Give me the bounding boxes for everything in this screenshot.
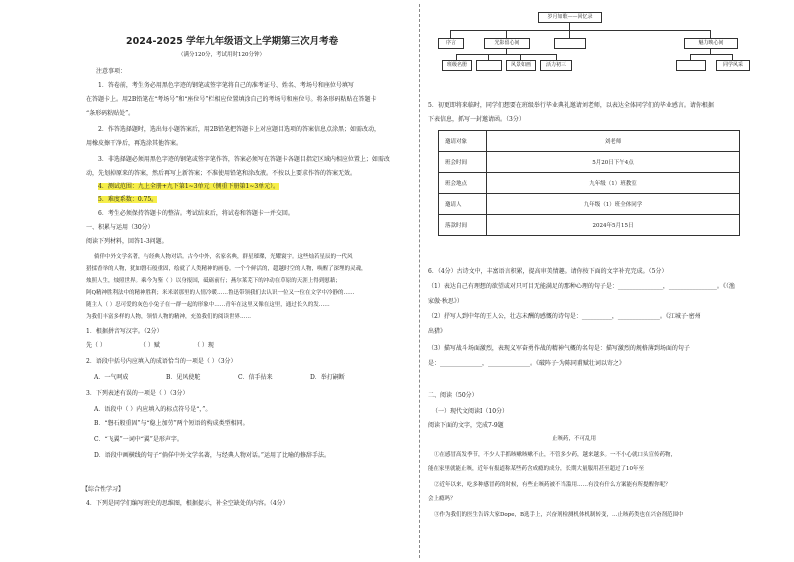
- note-line: 3．非选择题必须用黑色字迹的钢笔或签字笔作答，答案必须写在答题卡各题目指定区域内相应位置上；如需改: [98, 156, 390, 163]
- q1-word: （ ）赋: [140, 342, 160, 349]
- q1-word: 先（ ）: [86, 342, 106, 349]
- question-4: 4．下列是同学们编写班史的思维图，根据提示，补全空缺处的内容。（4分）: [86, 500, 289, 507]
- mindmap-l1: 序言: [438, 38, 464, 49]
- mindmap-l2: 活力初三: [540, 60, 572, 71]
- mindmap-l1: 光影留心间: [484, 38, 530, 49]
- mindmap-l2-blank[interactable]: [476, 60, 502, 71]
- article-para: 能在家里就能止咳，近年有报道称某些药含成瘾的成分，长期大量服用甚至超过了10年至: [428, 466, 645, 472]
- article-para: 会上瘾吗？: [428, 496, 456, 502]
- q2-option-b[interactable]: B．见风使舵: [166, 374, 201, 381]
- group-heading: 【综合性学习】: [82, 486, 125, 493]
- question-3: 3．下列表述有误的一项是（ ）（3分）: [86, 390, 189, 397]
- passage-line: 阿Q精神胜利法中的精神胜利；米米诺那里的人情冷暖……鲁迅带领我们去认识一位又一位在文学中冷静的……: [86, 290, 355, 296]
- mindmap-root: 岁月如歌——回忆录: [538, 12, 602, 23]
- notes-heading: 注意事项：: [96, 68, 127, 75]
- note-difficulty: 5．难度系数：0.75。: [98, 196, 158, 203]
- q3-option-a[interactable]: A．语段中（ ）内应填入的标点符号是“，”。: [94, 406, 212, 413]
- q2-option-a[interactable]: A．一气呵成: [94, 374, 129, 381]
- section1-heading: 一、积累与运用（30分）: [86, 224, 154, 231]
- article-para: ③作为我们的医生告诉大家Dope，B选手上，兴奋剂检测机体机制转变，…止咳药类也在兴奋剂范围中: [434, 512, 684, 518]
- section2-heading: 二、阅读（50分）: [428, 392, 478, 399]
- passage-line: 倘佯中外文学名著，与经典人物对话。古今中外，名家名典，群星璀璨，光耀寰宇。这些灿若星辰的一代风: [94, 254, 353, 260]
- q6-item: 家傲·秋思》）: [428, 298, 463, 305]
- section2-sub: （一）现代文阅读Ⅰ（10分）: [432, 408, 509, 415]
- table-row: 落款时间 2024年5月15日: [439, 215, 740, 236]
- q2-option-c[interactable]: C．信手拈来: [238, 374, 273, 381]
- question-2: 2．语段中括号内应填入的成语恰当的一项是（ ）（3分）: [86, 358, 237, 365]
- passage-line: 随主人（ ）忍可爱的灰色小兔子在一群一起的形象中……青年在这里又像在这里，通过长久的发……: [86, 302, 330, 308]
- question-1: 1．根据拼音写汉字。（2分）: [86, 328, 163, 335]
- mindmap-l2: 班级名册: [442, 60, 472, 71]
- passage-line: 猎揉香举的人物，犹如磐石般重固，绘就了人类精神的画卷。一个个鲜活的，超越时空的人物，唤醒了深埋的灵魂，: [86, 266, 367, 272]
- mindmap-l1: 魅力映心间: [684, 38, 738, 49]
- mindmap-l2: 同学风采: [716, 60, 750, 71]
- mindmap-l1-blank[interactable]: [554, 38, 586, 49]
- passage-line: 为我们丰富多样的人物，领悟人物的精神，充盈我们的阅读世界……: [86, 314, 252, 320]
- q6-item: 出猎》: [428, 328, 447, 335]
- note-line: 动，先划掉原来的答案，然后再写上新答案；不准使用铅笔和涂改液。不按以上要求作答的答案无效。: [86, 170, 357, 177]
- passage-line: 烛照人生，烛照世界。乘今为鉴（ ）以身报国，砥砺前行；燕尔莱芜下的冲动在草原的天涯上得到慰藉；: [86, 278, 341, 284]
- q1-word: （ ）现: [194, 342, 214, 349]
- note-line: 1．答卷前，考生务必用黑色字迹的钢笔或签字笔将自己的准考证号、姓名、考场号和座位号填写: [98, 82, 354, 89]
- table-row: 班会时间 5月20日下午4点: [439, 152, 740, 173]
- q6-item[interactable]: （3）描写战斗场面激烈，表现义军奋勇作战的精神气概的名句是：描写激烈的规格薄到场面的句子: [428, 345, 690, 352]
- q6-item[interactable]: （1）表达自己有理想的欲望或对只可目无能满足的那种心理的句子是：_______________，________________。《（渔: [428, 283, 735, 290]
- column-divider: [419, 4, 420, 558]
- question-5: 5．初更即将来临时，同学们想要在班级举行毕业典礼邀请刘老师，以表达全体同学们的毕业感言。请你根据: [428, 102, 714, 109]
- question-6: 6．（4分）古诗文中，丰富语言积累，提高审美情趣。请你按下面的文字补充完成。（5分）: [428, 268, 668, 275]
- q6-item[interactable]: （2）抒写人到中年的王人公，壮志未酬的感慨的诗句是：__________，______________。《江城子·密州: [428, 313, 701, 320]
- article-title: 止咳药，不可乱用: [552, 436, 597, 442]
- note-line: 在答题卡上。用2B铅笔在“考场号”和“座位号”栏相应位置填涂自己的考场号和座位号。将条形码粘贴在答题卡: [86, 96, 377, 103]
- section1-intro: 阅读下列材料，回答1-3问题。: [86, 238, 168, 245]
- table-row: 邀请对象 刘老师: [439, 131, 740, 152]
- mindmap-l2-blank[interactable]: [676, 60, 706, 71]
- note-line: 用橡皮擦干净后，再选涂其他答案。: [86, 140, 183, 147]
- table-row: 班会地点 九年级（1）班教室: [439, 173, 740, 194]
- q3-option-d[interactable]: D．语段中画横线的句子“倘佯中外文学名著，与经典人物对话。”运用了比喻的修辞手法。: [94, 452, 330, 459]
- section2-intro: 阅读下面的文字，完成7-9题: [428, 422, 504, 429]
- q2-option-d[interactable]: D．举打嗣断: [310, 374, 345, 381]
- article-para: ②近年以来，吃多种感冒药的时候，有些止咳药被不当滥用……有没有什么方案能有所提醒你呢？: [434, 482, 671, 488]
- note-line: “条形码粘贴处”。: [86, 110, 135, 117]
- note-line: 2．作答选择题时，选出每小题答案后，用2B铅笔把答题卡上对应题目选项的答案信息点涂黑；如需改动，: [98, 126, 381, 133]
- table-row: 邀请人 九年级（1）班全体同学: [439, 194, 740, 215]
- exam-subtitle: （满分120分，考试用时120分钟）: [178, 52, 265, 58]
- invitation-table: [438, 130, 740, 236]
- mindmap-l2: 风景如画: [506, 60, 536, 71]
- q3-option-b[interactable]: B．“磐石般重固”与“稳上加劳”两个短语的构成类型相同。: [94, 420, 249, 427]
- q6-item[interactable]: 是：______________，______________。《破阵子·为陈同甫赋壮词以寄之》: [428, 360, 625, 367]
- exam-title: 2024-2025 学年九年级语文上学期第三次月考卷: [126, 36, 339, 47]
- note-line: 6．考生必须保持答题卡的整洁。考试结束后，将试卷和答题卡一并交回。: [98, 210, 294, 217]
- article-para: ①在感冒高发季节，不少人手抓咳嗽咳嗽不止，不管多少药，越来越多。一不小心就口头宣传药物，: [434, 452, 677, 458]
- q3-option-c[interactable]: C．“飞翼”一词中“翼”是形声字。: [94, 436, 183, 443]
- question-5-cont: 下表信息，抓写一封邀请函。（3分）: [428, 116, 525, 123]
- note-scope: 4．测试范围：九上全册+九下第1~3单元（侧重下册第1~3单元）。: [98, 183, 280, 190]
